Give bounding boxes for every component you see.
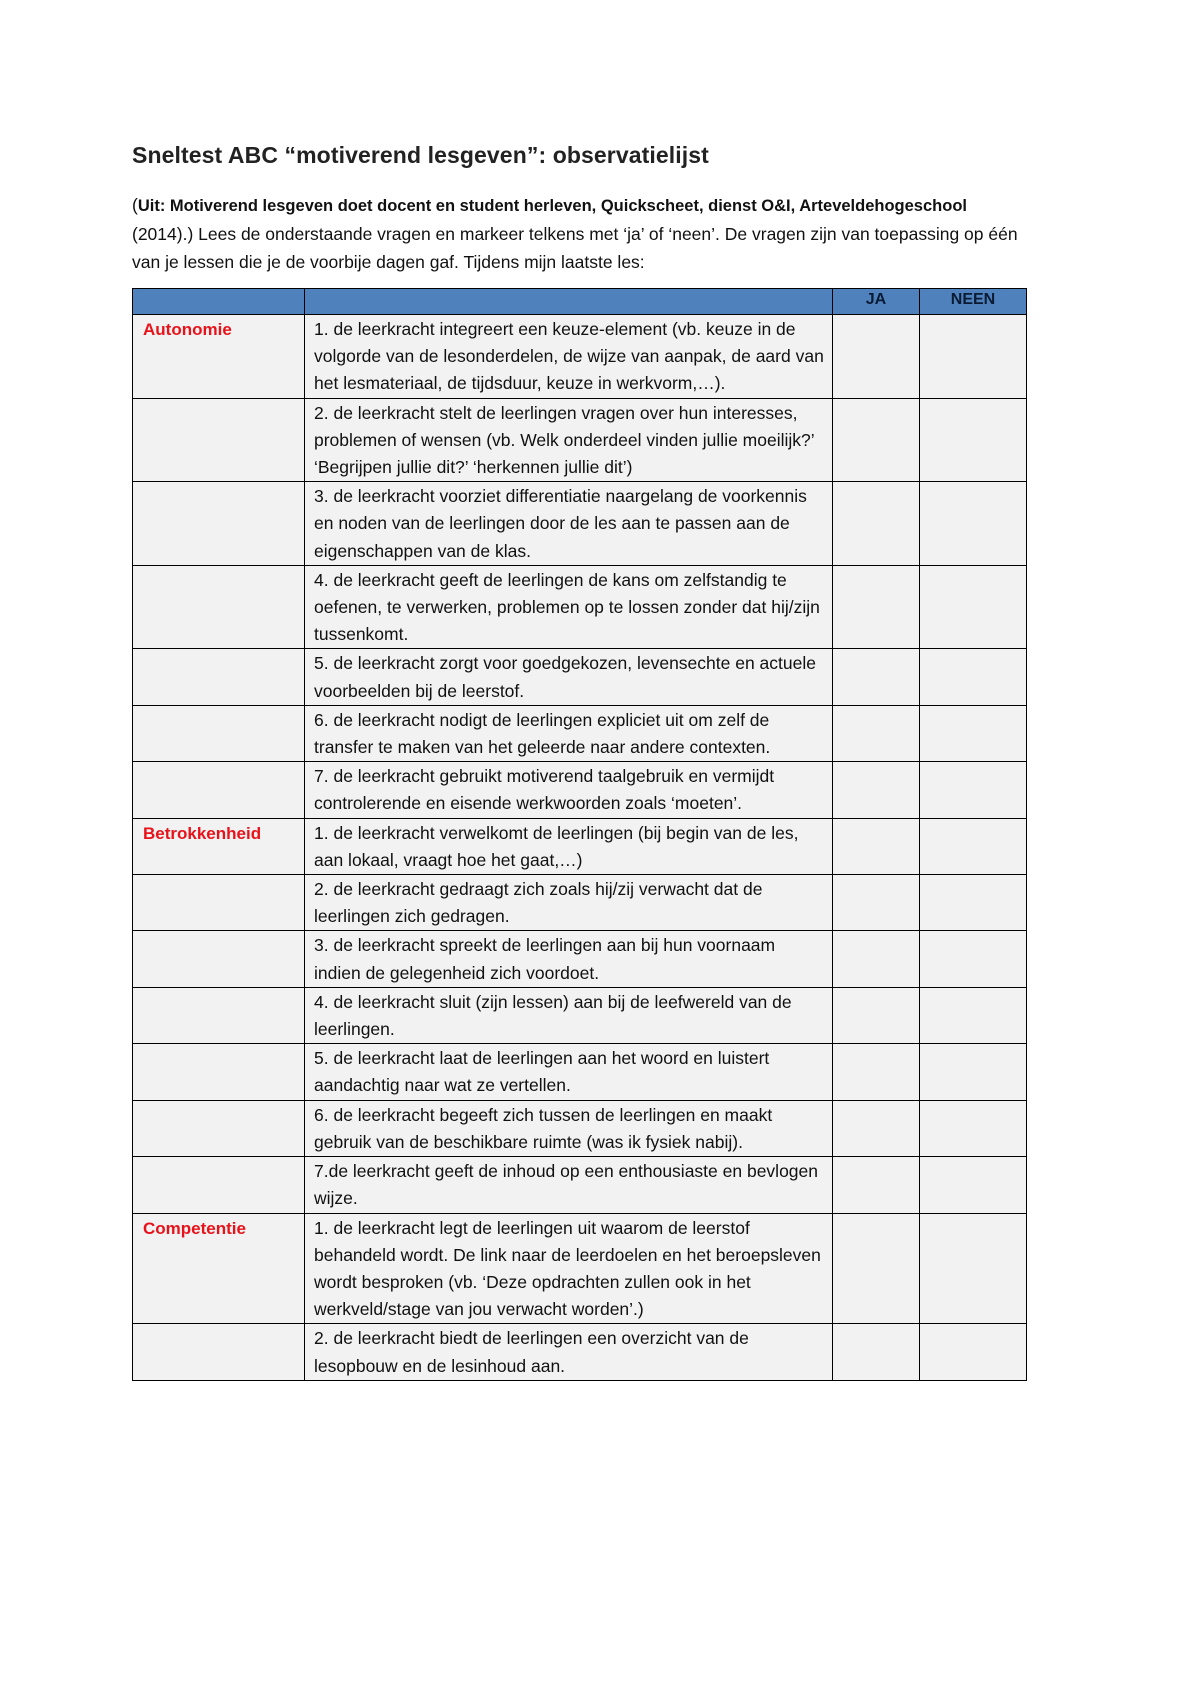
question-cell: 2. de leerkracht gedraagt zich zoals hij/zij verwacht dat de leerlingen zich gedragen. (305, 875, 833, 931)
category-cell (133, 987, 305, 1043)
question-cell: 5. de leerkracht laat de leerlingen aan het woord en luistert aandachtig naar wat ze vertellen. (305, 1044, 833, 1100)
ja-checkbox-cell[interactable] (833, 1044, 920, 1100)
intro-source: Uit: Motiverend lesgeven doet docent en student herleven, Quickscheet, dienst O&I, Arteveldehogeschool (137, 197, 967, 215)
table-header-row (133, 289, 1027, 315)
question-cell: 4. de leerkracht sluit (zijn lessen) aan bij de leefwereld van de leerlingen. (305, 987, 833, 1043)
neen-checkbox-cell[interactable] (920, 818, 1027, 874)
category-cell (133, 565, 305, 649)
neen-checkbox-cell[interactable] (920, 875, 1027, 931)
ja-checkbox-cell[interactable] (833, 398, 920, 482)
neen-checkbox-cell[interactable] (920, 762, 1027, 818)
neen-checkbox-cell[interactable] (920, 565, 1027, 649)
intro-source-open: ( (132, 195, 138, 215)
neen-checkbox-cell[interactable] (920, 1157, 1027, 1213)
table-row (133, 875, 1027, 931)
neen-checkbox-cell[interactable] (920, 398, 1027, 482)
table-row (133, 818, 1027, 874)
category-cell: Autonomie (133, 315, 305, 399)
question-cell: 1. de leerkracht legt de leerlingen uit waarom de leerstof behandeld wordt. De link naar de leerdoelen en het beroepsleven wordt besproken (vb. ‘Deze opdrachten zullen ook in het werkveld/stage van jou verwacht worden’.) (305, 1213, 833, 1324)
ja-checkbox-cell[interactable] (833, 987, 920, 1043)
question-cell: 2. de leerkracht biedt de leerlingen een overzicht van de lesopbouw en de lesinhoud aan. (305, 1324, 833, 1380)
question-cell: 2. de leerkracht stelt de leerlingen vragen over hun interesses, problemen of wensen (vb. Welk onderdeel vinden jullie moeilijk?’ ‘Begrijpen jullie dit?’ ‘herkennen jullie dit’) (305, 398, 833, 482)
category-cell (133, 1044, 305, 1100)
ja-checkbox-cell[interactable] (833, 649, 920, 705)
table-row (133, 398, 1027, 482)
table-row (133, 705, 1027, 761)
question-cell: 1. de leerkracht verwelkomt de leerlingen (bij begin van de les, aan lokaal, vraagt hoe het gaat,…) (305, 818, 833, 874)
intro-text: (2014).) Lees de onderstaande vragen en markeer telkens met ‘ja’ of ‘neen’. De vragen zijn van toepassing op één van je lessen die je de voorbije dagen gaf. Tijdens mijn laatste les: (132, 224, 1018, 272)
table-row (133, 762, 1027, 818)
question-cell: 5. de leerkracht zorgt voor goedgekozen, levensechte en actuele voorbeelden bij de leerstof. (305, 649, 833, 705)
category-cell (133, 482, 305, 566)
table-row (133, 649, 1027, 705)
neen-checkbox-cell[interactable] (920, 315, 1027, 399)
question-cell: 6. de leerkracht nodigt de leerlingen expliciet uit om zelf de transfer te maken van het geleerde naar andere contexten. (305, 705, 833, 761)
category-cell (133, 1324, 305, 1380)
table-row (133, 482, 1027, 566)
question-cell: 6. de leerkracht begeeft zich tussen de leerlingen en maakt gebruik van de beschikbare ruimte (was ik fysiek nabij). (305, 1100, 833, 1156)
ja-checkbox-cell[interactable] (833, 1324, 920, 1380)
neen-checkbox-cell[interactable] (920, 482, 1027, 566)
question-cell: 1. de leerkracht integreert een keuze-element (vb. keuze in de volgorde van de lesonderdelen, de wijze van aanpak, de aard van het lesmateriaal, de tijdsduur, keuze in werkvorm,…). (305, 315, 833, 399)
header-category (133, 289, 305, 315)
table-row (133, 987, 1027, 1043)
ja-checkbox-cell[interactable] (833, 931, 920, 987)
table-row (133, 565, 1027, 649)
category-cell (133, 1157, 305, 1213)
category-cell (133, 1100, 305, 1156)
category-cell: Competentie (133, 1213, 305, 1324)
neen-checkbox-cell[interactable] (920, 987, 1027, 1043)
intro-paragraph (132, 191, 1026, 276)
neen-checkbox-cell[interactable] (920, 1324, 1027, 1380)
category-cell (133, 762, 305, 818)
header-ja: JA (833, 289, 920, 315)
header-question (305, 289, 833, 315)
category-cell (133, 875, 305, 931)
neen-checkbox-cell[interactable] (920, 1100, 1027, 1156)
page-title: Sneltest ABC “motiverend lesgeven”: observatielijst (132, 142, 709, 168)
question-cell: 3. de leerkracht spreekt de leerlingen aan bij hun voornaam indien de gelegenheid zich voordoet. (305, 931, 833, 987)
table-row (133, 1044, 1027, 1100)
category-cell (133, 931, 305, 987)
table-row (133, 1213, 1027, 1324)
ja-checkbox-cell[interactable] (833, 1213, 920, 1324)
neen-checkbox-cell[interactable] (920, 1213, 1027, 1324)
neen-checkbox-cell[interactable] (920, 1044, 1027, 1100)
document-page (132, 142, 1026, 1381)
table-row (133, 931, 1027, 987)
ja-checkbox-cell[interactable] (833, 875, 920, 931)
question-cell: 7. de leerkracht gebruikt motiverend taalgebruik en vermijdt controlerende en eisende werkwoorden zoals ‘moeten’. (305, 762, 833, 818)
table-row (133, 1100, 1027, 1156)
ja-checkbox-cell[interactable] (833, 1157, 920, 1213)
neen-checkbox-cell[interactable] (920, 705, 1027, 761)
ja-checkbox-cell[interactable] (833, 818, 920, 874)
header-neen: NEEN (920, 289, 1027, 315)
question-cell: 7.de leerkracht geeft de inhoud op een enthousiaste en bevlogen wijze. (305, 1157, 833, 1213)
neen-checkbox-cell[interactable] (920, 931, 1027, 987)
ja-checkbox-cell[interactable] (833, 315, 920, 399)
ja-checkbox-cell[interactable] (833, 565, 920, 649)
category-cell (133, 398, 305, 482)
table-row (133, 1324, 1027, 1380)
ja-checkbox-cell[interactable] (833, 482, 920, 566)
ja-checkbox-cell[interactable] (833, 762, 920, 818)
question-cell: 4. de leerkracht geeft de leerlingen de kans om zelfstandig te oefenen, te verwerken, problemen op te lossen zonder dat hij/zijn tussenkomt. (305, 565, 833, 649)
table-row (133, 1157, 1027, 1213)
ja-checkbox-cell[interactable] (833, 1100, 920, 1156)
question-cell: 3. de leerkracht voorziet differentiatie naargelang de voorkennis en noden van de leerlingen door de les aan te passen aan de eigenschappen van de klas. (305, 482, 833, 566)
category-cell: Betrokkenheid (133, 818, 305, 874)
observation-table (132, 288, 1027, 1381)
category-cell (133, 649, 305, 705)
neen-checkbox-cell[interactable] (920, 649, 1027, 705)
ja-checkbox-cell[interactable] (833, 705, 920, 761)
category-cell (133, 705, 305, 761)
table-row (133, 315, 1027, 399)
